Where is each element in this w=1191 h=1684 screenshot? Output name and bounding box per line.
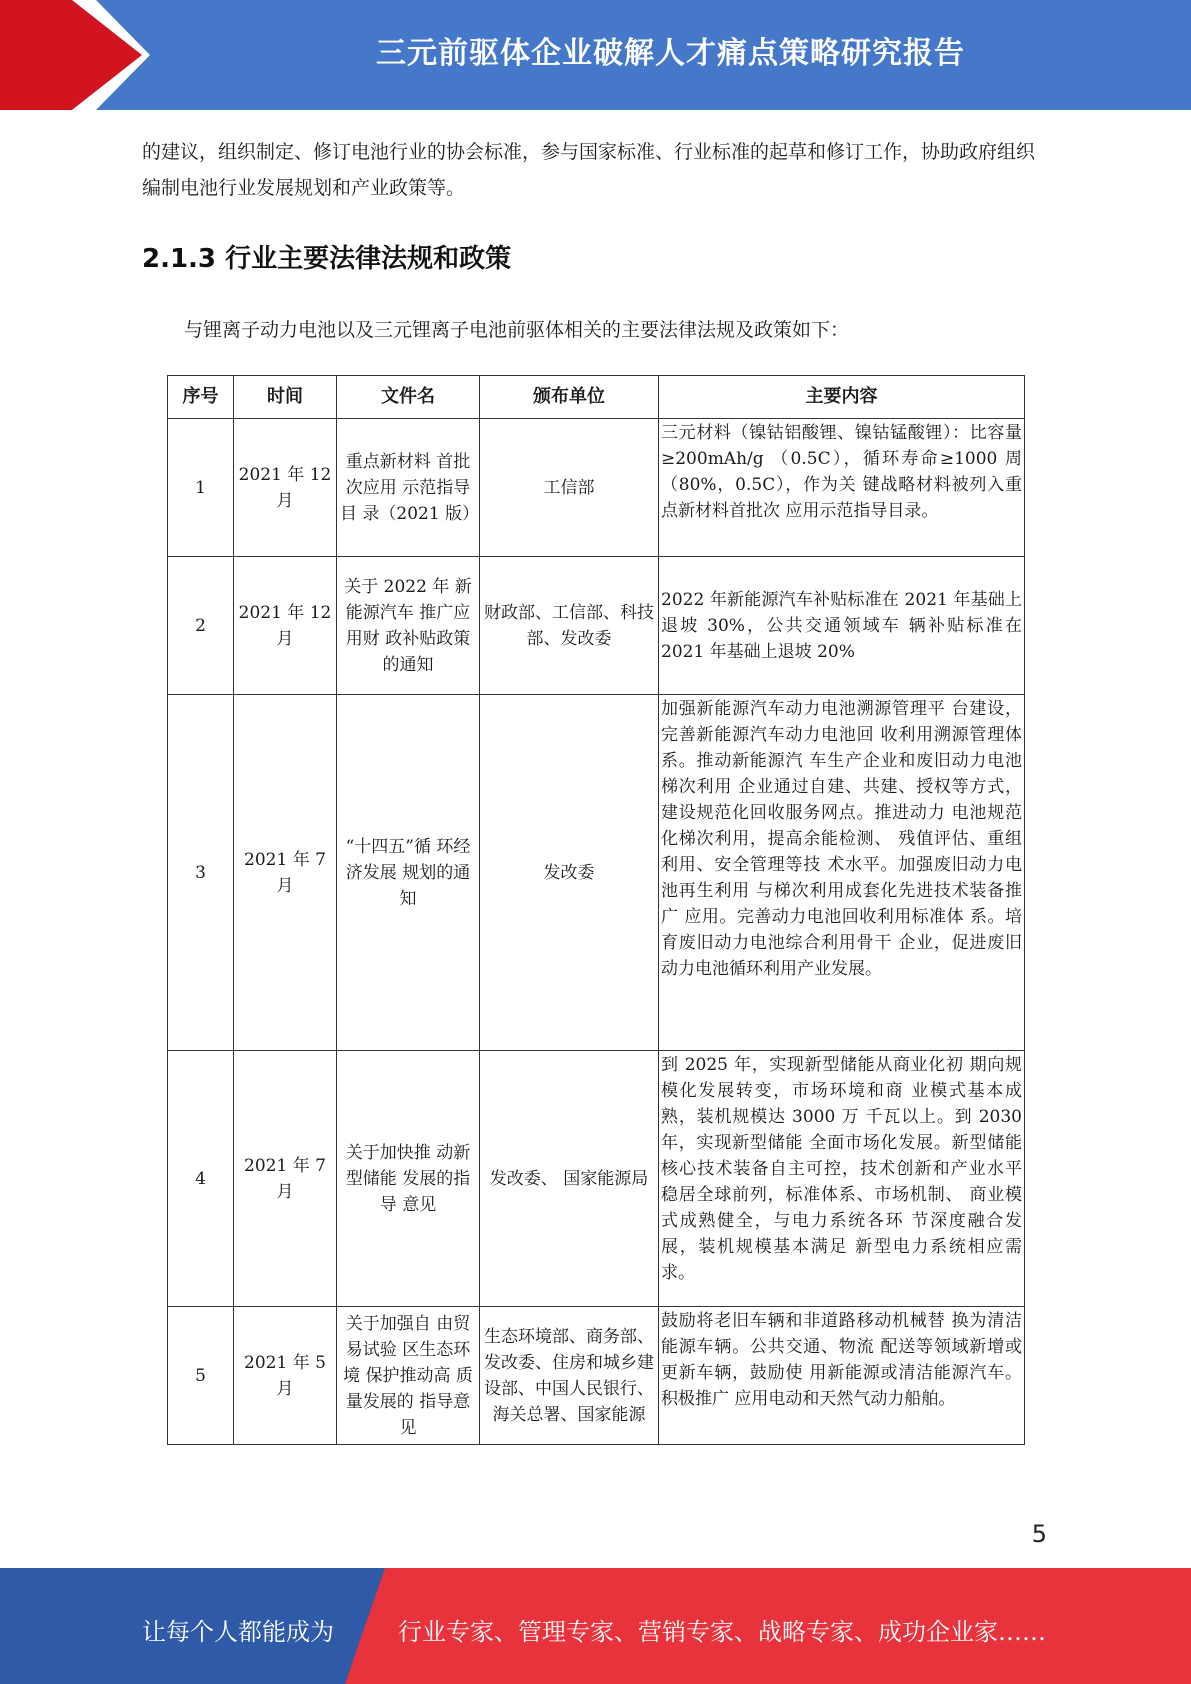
table-header-row [168,376,1025,419]
cell-no: 4 [168,1051,234,1307]
intro-paragraph: 的建议，组织制定、修订电池行业的协会标准，参与国家标准、行业标准的起草和修订工作，协助政府组织编制电池行业发展规划和产业政策等。 [142,141,1036,199]
table-row [168,1307,1025,1445]
section-heading: 2.1.3 行业主要法律法规和政策 [142,244,512,274]
cell-no: 5 [168,1307,234,1445]
table-row [168,557,1025,695]
cell-date: 2021 年 12 月 [234,557,337,695]
table-row [168,1051,1025,1307]
cell-issuer: 工信部 [480,419,659,557]
cell-date: 2021 年 7 月 [234,695,337,1051]
table-row [168,695,1025,1051]
header-issuer: 颁布单位 [480,376,659,419]
cell-content: 三元材料（镍钴铝酸锂、镍钴锰酸锂）：比容量≥200mAh/g （0.5C），循环寿命≥1000 周（80%，0.5C），作为关 键战略材料被列入重点新材料首批次 应用示范指导目录。 [659,419,1025,557]
cell-no: 3 [168,695,234,1051]
cell-date: 2021 年 12 月 [234,419,337,557]
header-date: 时间 [234,376,337,419]
cell-content: 加强新能源汽车动力电池溯源管理平 台建设，完善新能源汽车动力电池回 收利用溯源管理体系。推动新能源汽 车生产企业和废旧动力电池梯次利用 企业通过自建、共建、授权等方式， 建设规范化回收服务网点。推进动力 电池规范化梯次利用，提高余能检测、 残值评估、重组利用、安全管理等技 术水平。加强废旧动力电池再生利用 与梯次利用成套化先进技术装备推广 应用。完善动力电池回收利用标准体 系。培育废旧动力电池综合利用骨干 企业，促进废旧动力电池循环利用产业发展。 [659,695,1025,1051]
cell-issuer: 发改委 [480,695,659,1051]
footer-slogan-left: 让每个人都能成为 [142,1618,334,1646]
cell-content: 到 2025 年，实现新型储能从商业化初 期向规模化发展转变，市场环境和商 业模式基本成熟，装机规模达 3000 万 千瓦以上。到 2030 年，实现新型储能 全面市场化发展。新型储能核心技术装备自主可控，技术创新和产业水平 稳居全球前列，标准体系、市场机制、 商业模式成熟健全，与电力系统各环 节深度融合发展，装机规模基本满足 新型电力系统相应需求。 [659,1051,1025,1307]
cell-issuer: 发改委、 国家能源局 [480,1051,659,1307]
cell-no: 2 [168,557,234,695]
cell-doc: 关于加快推 动新型储能 发展的指导 意见 [337,1051,480,1307]
cell-content: 鼓励将老旧车辆和非道路移动机械替 换为清洁能源车辆。公共交通、物流 配送等领域新增或更新车辆，鼓励使 用新能源或清洁能源汽车。积极推广 应用电动和天然气动力船舶。 [659,1307,1025,1445]
cell-doc: “十四五”循 环经济发展 规划的通知 [337,695,480,1051]
cell-doc: 重点新材料 首批次应用 示范指导目 录（2021 版） [337,419,480,557]
cell-date: 2021 年 5 月 [234,1307,337,1445]
table-row [168,419,1025,557]
header-doc: 文件名 [337,376,480,419]
report-title: 三元前驱体企业破解人才痛点策略研究报告 [376,36,965,71]
cell-content: 2022 年新能源汽车补贴标准在 2021 年基础上退坡 30%，公共交通领域车 辆补贴标准在 2021 年基础上退坡 20% [659,557,1025,695]
page-number: 5 [1031,1520,1047,1548]
policy-table [167,375,1025,1445]
footer-slogan-right: 行业专家、管理专家、营销专家、战略专家、成功企业家…… [398,1618,1046,1646]
cell-no: 1 [168,419,234,557]
header-content: 主要内容 [659,376,1025,419]
page-footer [0,1568,1191,1684]
table-intro: 与锂离子动力电池以及三元锂离子电池前驱体相关的主要法律法规及政策如下： [184,319,850,341]
cell-issuer: 财政部、工信部、科技部、发改委 [480,557,659,695]
header-no: 序号 [168,376,234,419]
cell-doc: 关于 2022 年 新能源汽车 推广应用财 政补贴政策 的通知 [337,557,480,695]
cell-date: 2021 年 7 月 [234,1051,337,1307]
cell-issuer: 生态环境部、商务部、发改委、住房和城乡建设部、中国人民银行、海关总署、国家能源 [480,1307,659,1445]
page-header [0,0,1191,110]
cell-doc: 关于加强自 由贸易试验 区生态环境 保护推动高 质量发展的 指导意见 [337,1307,480,1445]
